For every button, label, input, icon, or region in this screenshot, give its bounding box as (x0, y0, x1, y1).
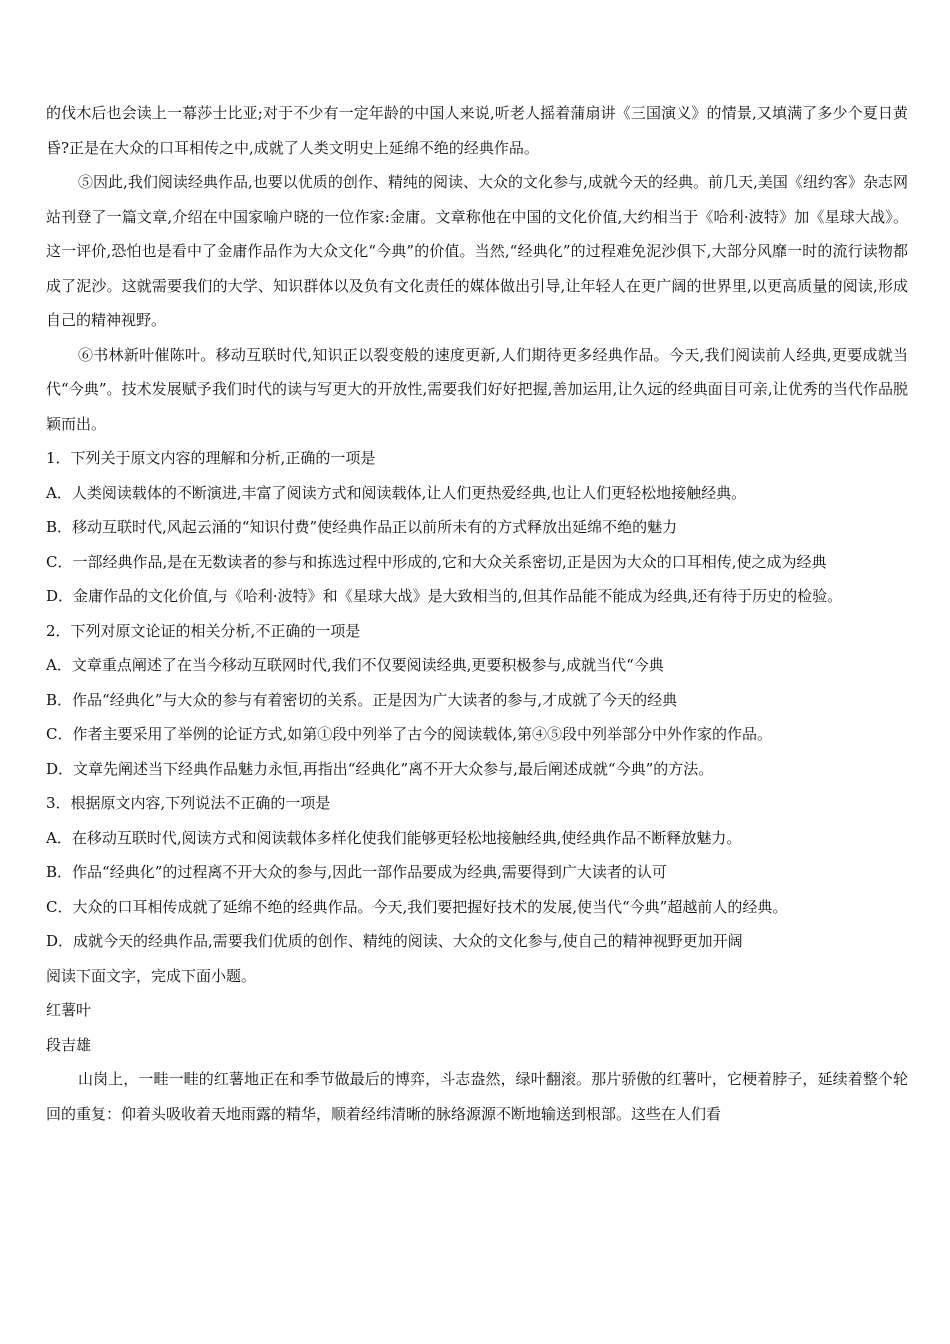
option-c: C．作者主要采用了举例的论证方式,如第①段中列举了古今的阅读载体,第④⑤段中列举部分中外作家的作品。 (46, 725, 773, 743)
article-paragraph-1: 山岗上，一畦一畦的红薯地正在和季节做最后的博弈，斗志盎然，绿叶翻滚。那片骄傲的红薯叶，它梗着脖子，延续着整个轮回的重复：仰着头吸收着天地雨露的精华，顺着经纬清晰的脉络源源不断地输送到根部。这些在人们看 (46, 1070, 908, 1123)
option-c: C．大众的口耳相传成就了延绵不绝的经典作品。今天,我们要把握好技术的发展,使当代“今典”超越前人的经典。 (46, 897, 788, 916)
option-b: B．作品“经典化”与大众的参与有着密切的关系。正是因为广大读者的参与,才成就了今天的经典 (46, 690, 678, 709)
option-d: D．文章先阐述当下经典作品魅力永恒,再指出“经典化”离不开大众参与,最后阐述成就“今典”的方法。 (46, 759, 714, 778)
option-a: A．在移动互联时代,阅读方式和阅读载体多样化使我们能够更轻松地接触经典,使经典作品不断释放魅力。 (46, 828, 742, 847)
article-title: 红薯叶 (46, 1001, 92, 1019)
option-a: A．文章重点阐述了在当今移动互联网时代,我们不仅要阅读经典,更要积极参与,成就当代“今典 (46, 656, 664, 674)
reading-instruction: 阅读下面文字，完成下面小题。 (46, 966, 257, 985)
passage-paragraph-5: ⑤因此,我们阅读经典作品,也要以优质的创作、精纯的阅读、大众的文化参与,成就今天的经典。前几天,美国《纽约客》杂志网站刊登了一篇文章,介绍在中国家喻户晓的一位作家:金庸。文章称他在中国的文化价值,大约相当于《哈利·波特》加《星球大战》。这一评价,恐怕也是看中了金庸作品作为大众文化“今典”的价值。当然,“经典化”的过程难免泥沙俱下,大部分风靡一时的流行读物都成了泥沙。这就需要我们的大学、知识群体以及负有文化责任的媒体做出引导,让年轻人在更广阔的世界里,以更高质量的阅读,形成自己的精神视野。 (46, 173, 908, 329)
option-c: C．一部经典作品,是在无数读者的参与和拣选过程中形成的,它和大众关系密切,正是因为大众的口耳相传,使之成为经典 (46, 552, 827, 571)
passage-paragraph-6: ⑥书林新叶催陈叶。移动互联时代,知识正以裂变般的速度更新,人们期待更多经典作品。今天,我们阅读前人经典,更要成就当代“今典”。技术发展赋予我们时代的读与写更大的开放性,需要我们好好把握,善加运用,让久远的经典面目可亲,让优秀的当代作品脱颖而出。 (46, 345, 908, 433)
document-page (46, 96, 908, 1131)
passage-paragraph-continued: 的伐木后也会读上一幕莎士比亚;对于不少有一定年龄的中国人来说,听老人摇着蒲扇讲《三国演义》的情景,又填满了多少个夏日黄昏?正是在大众的口耳相传之中,成就了人类文明史上延绵不绝的经典作品。 (46, 104, 908, 157)
question-stem: 3．根据原文内容,下列说法不正确的一项是 (46, 794, 331, 812)
article-author: 段吉雄 (46, 1035, 92, 1054)
option-b: B．移动互联时代,风起云涌的“知识付费”使经典作品正以前所未有的方式释放出延绵不绝的魅力 (46, 518, 678, 536)
option-a: A．人类阅读载体的不断演进,丰富了阅读方式和阅读载体,让人们更热爱经典,也让人们更轻松地接触经典。 (46, 483, 747, 502)
question-stem: 1．下列关于原文内容的理解和分析,正确的一项是 (46, 449, 376, 467)
option-b: B．作品“经典化”的过程离不开大众的参与,因此一部作品要成为经典,需要得到广大读者的认可 (46, 863, 667, 881)
question-2 (46, 614, 908, 787)
option-d: D．成就今天的经典作品,需要我们优质的创作、精纯的阅读、大众的文化参与,使自己的精神视野更加开阔 (46, 932, 743, 950)
question-stem: 2．下列对原文论证的相关分析,不正确的一项是 (46, 621, 361, 640)
question-3 (46, 786, 908, 959)
question-1 (46, 441, 908, 614)
option-d: D．金庸作品的文化价值,与《哈利·波特》和《星球大战》是大致相当的,但其作品能不能成为经典,还有待于历史的检验。 (46, 587, 843, 605)
